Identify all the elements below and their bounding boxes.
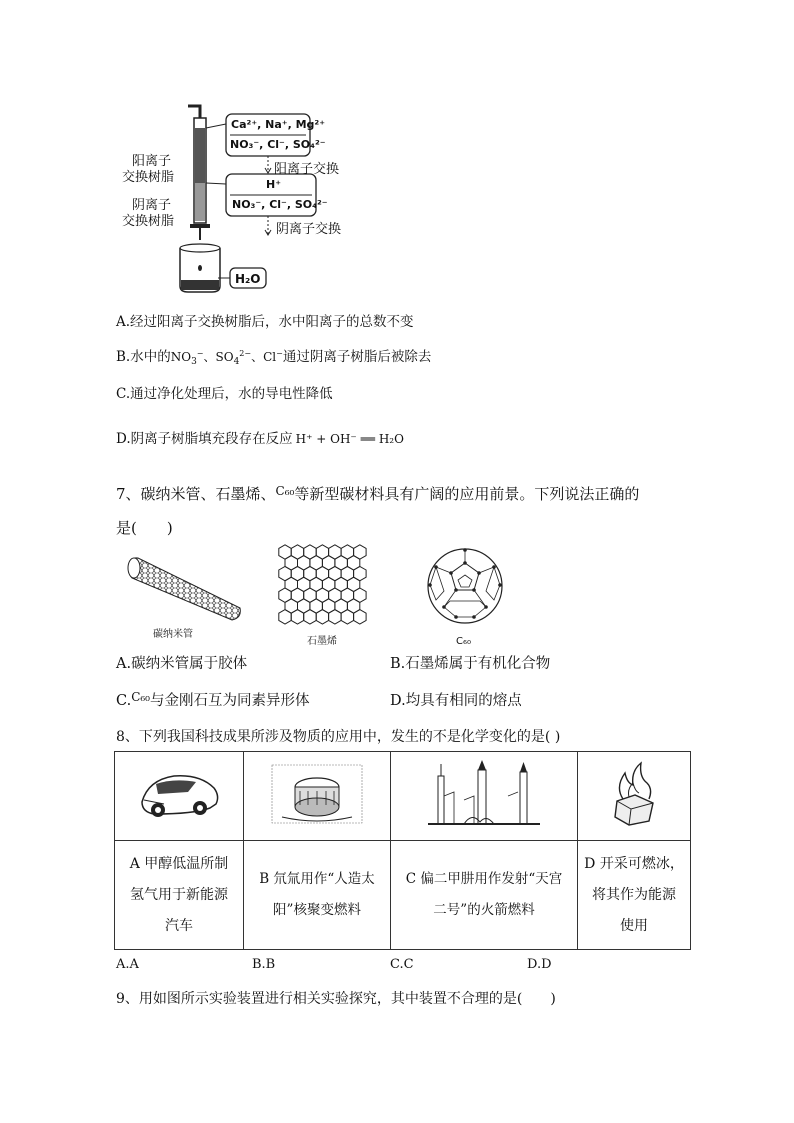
box2-bottom-text: NO₃⁻, Cl⁻, SO₄²⁻	[232, 198, 328, 211]
c60-label: C₆₀	[456, 636, 471, 647]
q6-option-d	[116, 430, 404, 448]
q7-option-a: A.碳纳米管属于胶体	[116, 656, 248, 672]
q7-option-c-suffix: 与金刚石互为同素异形体	[150, 693, 310, 709]
q8-cell-b-line1: B 氘氚用作“人造太	[259, 871, 375, 887]
q8-cell-a	[115, 841, 244, 950]
q6-option-b-prefix: B.水中的	[116, 349, 171, 365]
q7-option-c	[116, 691, 310, 711]
graphene-hexagon	[316, 610, 328, 624]
q8-cell-a-line2: 氢气用于新能源	[130, 886, 228, 903]
car-icon	[134, 764, 224, 824]
graphene-hexagon	[279, 610, 291, 624]
arrow1-label: 阳离子交换	[274, 162, 340, 177]
q8-cell-d-line2: 将其作为能源	[592, 886, 676, 903]
q8-image-b	[244, 752, 391, 841]
q6-option-b-suffix: 通过阴离子树脂后被除去	[282, 349, 432, 365]
q8-option-c: C.C	[390, 957, 414, 972]
q7-option-c-c60: C₆₀	[131, 690, 150, 704]
box1-top-text: Ca²⁺, Na⁺, Mg²⁺	[231, 118, 326, 131]
graphene-image	[278, 544, 370, 630]
q8-option-b: B.B	[252, 957, 276, 972]
q7-stem-part2: 等新型碳材料具有广阔的应用前景。下列说法正确的	[294, 485, 640, 503]
q8-option-d: D.D	[527, 957, 552, 972]
c60-image	[424, 545, 506, 627]
q8-cell-a-line3: 汽车	[165, 917, 193, 934]
q8-cell-d-line3: 使用	[620, 917, 648, 934]
q7-stem-part1: 7、碳纳米管、石墨烯、	[116, 485, 276, 503]
q7-option-b: B.石墨烯属于有机化合物	[390, 656, 551, 672]
q8-cell-a-line1: A 甲醇低温所制	[129, 855, 229, 872]
q6-option-d-equation: H⁺ + OH⁻ ══ H₂O	[295, 432, 404, 446]
combustible-ice-icon	[609, 759, 659, 829]
label-anion-line1: 阴离子	[132, 198, 172, 213]
graphene-hexagon	[341, 610, 354, 624]
q8-image-d	[578, 752, 691, 841]
q8-cell-b	[244, 841, 391, 950]
q6-option-c: C.通过净化处理后，水的导电性降低	[116, 386, 333, 402]
beaker-label: H₂O	[235, 272, 261, 286]
q6-option-b	[116, 348, 431, 368]
label-cation-line2: 交换树脂	[122, 170, 175, 185]
q8-cell-c	[391, 841, 578, 950]
q8-table	[114, 751, 691, 950]
q8-cell-d-line1: D 开采可燃冰，	[584, 855, 684, 872]
q8-option-a: A.A	[116, 957, 139, 972]
q6-option-a: A.经过阳离子交换树脂后，水中阳离子的总数不变	[116, 314, 414, 330]
box1-bottom-text: NO₃⁻, Cl⁻, SO₄²⁻	[230, 138, 326, 151]
graphene-hexagon	[354, 610, 367, 624]
graphene-hexagon	[304, 610, 317, 624]
q8-cell-c-line1: C 偏二甲肼用作发射“天宫	[405, 871, 563, 887]
q9-stem: 9、用如图所示实验装置进行相关实验探究，其中装置不合理的是( )	[116, 991, 556, 1007]
label-anion-line2: 交换树脂	[122, 214, 175, 229]
q6-option-d-prefix: D.阴离子树脂填充段存在反应	[116, 431, 293, 447]
graphene-hexagon	[291, 610, 304, 624]
q7-option-c-prefix: C.	[116, 693, 132, 709]
q8-stem: 8、下列我国科技成果所涉及物质的应用中，发生的不是化学变化的是( )	[116, 729, 561, 745]
q8-cell-d	[578, 841, 691, 950]
q7-stem-line1	[116, 484, 639, 505]
nanotube-label: 碳纳米管	[153, 629, 193, 640]
q6-option-b-ions: $NO_3^-$、$SO_4^{2-}$、Cl−	[170, 349, 283, 367]
box2-top-text: H⁺	[266, 178, 282, 191]
carbon-nanotube-image	[124, 548, 248, 624]
q7-stem-line2: 是( )	[116, 519, 173, 537]
q8-cell-b-line2: 阳”核聚变燃料	[273, 902, 361, 918]
fusion-reactor-icon	[262, 759, 372, 829]
arrow2-label: 阴离子交换	[276, 222, 342, 237]
graphene-hexagon	[329, 610, 342, 624]
q7-c60: C₆₀	[275, 484, 295, 498]
label-cation-line1: 阳离子	[132, 154, 172, 169]
q7-option-d: D.均具有相同的熔点	[390, 693, 522, 709]
q8-cell-c-line2: 二号”的火箭燃料	[433, 902, 535, 918]
q8-image-c	[391, 752, 578, 841]
q8-image-a	[115, 752, 244, 841]
rocket-launch-icon	[424, 756, 544, 832]
graphene-label: 石墨烯	[307, 636, 337, 647]
